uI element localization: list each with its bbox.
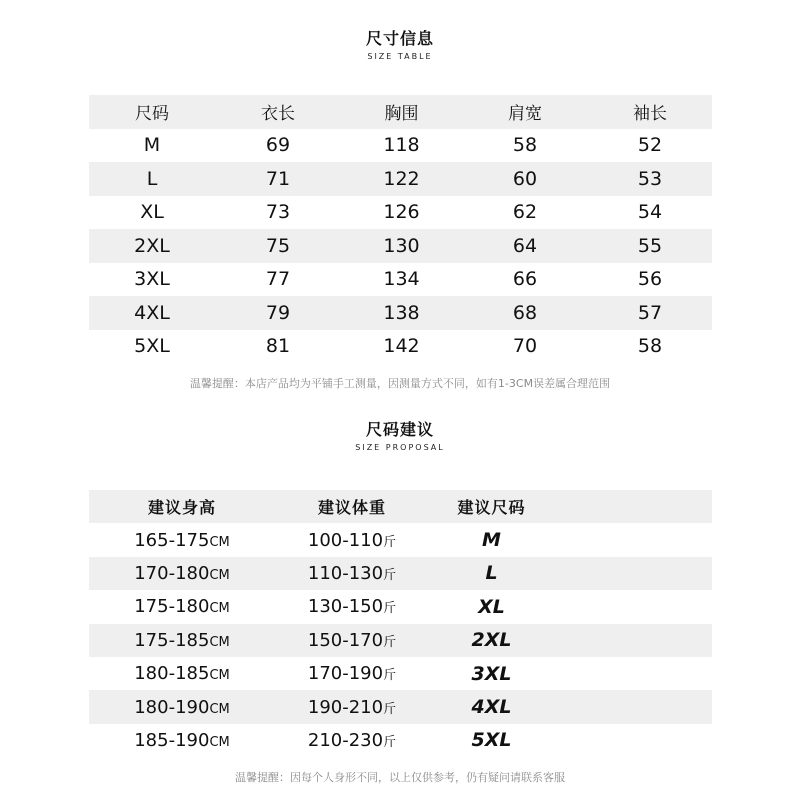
height-range: 180-185 [134,663,210,685]
size-proposal-header-row [89,490,712,523]
suggested-height-cell [89,724,275,757]
size-table-cell: 77 [265,268,291,291]
size-proposal-spacer-cell [554,557,712,590]
size-table-row [89,330,712,364]
size-proposal-spacer-cell [554,523,712,556]
height-range: 170-180 [134,562,210,584]
size-table-heading [0,29,800,63]
size-table-row [89,162,712,196]
size-table-header-cell: 袖长 [633,104,667,125]
suggested-height-cell [89,590,275,623]
height-unit: CM [209,701,230,717]
suggested-size-cell: 3XL [471,662,512,685]
weight-unit: 斤 [383,734,397,750]
size-table-header-cell: 肩宽 [508,104,542,125]
size-proposal-subtitle: SIZE PROPOSAL [355,443,445,452]
weight-range: 190-210 [307,696,384,718]
size-table-header-cell: 衣长 [261,104,295,125]
height-unit: CM [209,734,230,750]
size-proposal-title: 尺码建议 [365,420,434,439]
size-proposal-row [89,624,712,657]
size-table-cell: 138 [383,301,420,324]
size-table-cell: 81 [265,335,291,358]
height-unit: CM [209,601,230,617]
size-table-cell: 126 [383,201,420,224]
size-table-note: 温馨提醒：本店产品均为平铺手工测量，因测量方式不同，如有1-3CM误差属合理范围 [189,377,611,390]
size-table-cell: 2XL [134,234,170,257]
size-proposal-row [89,657,712,690]
size-table-cell: 73 [265,201,291,224]
suggested-height-cell [89,557,275,590]
size-table-subtitle: SIZE TABLE [367,52,433,61]
suggested-weight-cell [275,557,429,590]
size-table-cell: 3XL [134,268,170,291]
size-proposal-spacer-cell [554,624,712,657]
size-table-cell: 70 [512,335,538,358]
size-table-cell: 71 [265,167,291,190]
suggested-weight-cell [275,523,429,556]
size-table-cell: 122 [383,167,420,190]
size-table-cell: 60 [512,167,538,190]
height-unit: CM [209,634,230,650]
height-range: 175-185 [134,629,210,651]
size-table [89,95,712,363]
suggested-size-cell: M [482,529,501,552]
size-table-cell: 142 [383,335,420,358]
suggested-height-cell [89,657,275,690]
height-range: 185-190 [134,729,210,751]
weight-range: 110-130 [307,562,384,584]
size-table-cell: 68 [512,301,538,324]
size-proposal-header-cell: 建议身高 [147,498,216,518]
weight-range: 150-170 [307,629,384,651]
size-proposal-spacer-cell [554,590,712,623]
size-table-cell: 75 [265,234,291,257]
suggested-height-cell [89,690,275,723]
suggested-weight-cell [275,690,429,723]
size-proposal-table [89,490,712,757]
size-table-row [89,263,712,297]
size-table-title: 尺寸信息 [365,29,434,48]
suggested-size-cell: 5XL [471,729,512,752]
size-table-cell: 55 [637,234,663,257]
size-table-cell: 134 [383,268,420,291]
size-table-row [89,129,712,163]
suggested-size-cell: XL [478,595,505,618]
size-table-cell: XL [140,201,164,224]
weight-range: 170-190 [307,663,384,685]
weight-unit: 斤 [383,534,397,550]
size-proposal-row [89,557,712,590]
size-table-cell: 69 [265,134,291,157]
size-table-cell: M [143,134,161,157]
weight-unit: 斤 [383,601,397,617]
weight-unit: 斤 [383,668,397,684]
weight-range: 210-230 [307,729,384,751]
suggested-size-cell: L [485,562,498,585]
suggested-size-cell: 2XL [471,629,512,652]
size-table-cell: L [146,167,158,190]
size-proposal-header-cell: 建议体重 [317,498,386,518]
height-range: 180-190 [134,696,210,718]
height-range: 175-180 [134,596,210,618]
size-proposal-row [89,523,712,556]
suggested-weight-cell [275,590,429,623]
size-table-header-row [89,95,712,129]
size-table-cell: 130 [383,234,420,257]
size-table-header-cell: 尺码 [135,104,169,125]
size-table-cell: 58 [637,335,663,358]
size-proposal-spacer-cell [554,657,712,690]
weight-unit: 斤 [383,634,397,650]
size-proposal-heading [0,420,800,454]
weight-range: 100-110 [307,529,384,551]
height-unit: CM [209,567,230,583]
size-table-header-cell: 胸围 [384,104,419,125]
size-table-cell: 52 [637,134,663,157]
size-table-cell: 66 [512,268,538,291]
weight-unit: 斤 [383,567,397,583]
size-table-cell: 79 [265,301,291,324]
size-table-cell: 57 [637,301,663,324]
suggested-height-cell [89,624,275,657]
size-proposal-spacer-cell [554,690,712,723]
weight-unit: 斤 [383,701,397,717]
weight-range: 130-150 [307,596,384,618]
size-table-cell: 62 [512,201,538,224]
size-table-row [89,229,712,263]
size-table-cell: 4XL [134,301,170,324]
suggested-height-cell [89,523,275,556]
suggested-size-cell: 4XL [471,696,512,719]
size-table-cell: 56 [637,268,663,291]
size-table-cell: 5XL [134,335,170,358]
size-table-cell: 58 [512,134,538,157]
size-proposal-header-cell: 建议尺码 [457,498,526,518]
size-proposal-note: 温馨提醒：因每个人身形不同，以上仅供参考，仍有疑问请联系客服 [235,771,565,784]
size-table-cell: 53 [637,167,663,190]
height-unit: CM [209,668,230,684]
size-table-cell: 54 [637,201,663,224]
size-proposal-spacer-cell [554,724,712,757]
size-proposal-row [89,724,712,757]
size-proposal-row [89,590,712,623]
size-table-cell: 118 [383,134,420,157]
suggested-weight-cell [275,724,429,757]
height-range: 165-175 [134,529,210,551]
suggested-weight-cell [275,657,429,690]
size-proposal-header-spacer [554,490,712,523]
size-table-cell: 64 [512,234,538,257]
size-table-row [89,196,712,230]
size-table-row [89,296,712,330]
suggested-weight-cell [275,624,429,657]
height-unit: CM [209,534,230,550]
size-proposal-row [89,690,712,723]
